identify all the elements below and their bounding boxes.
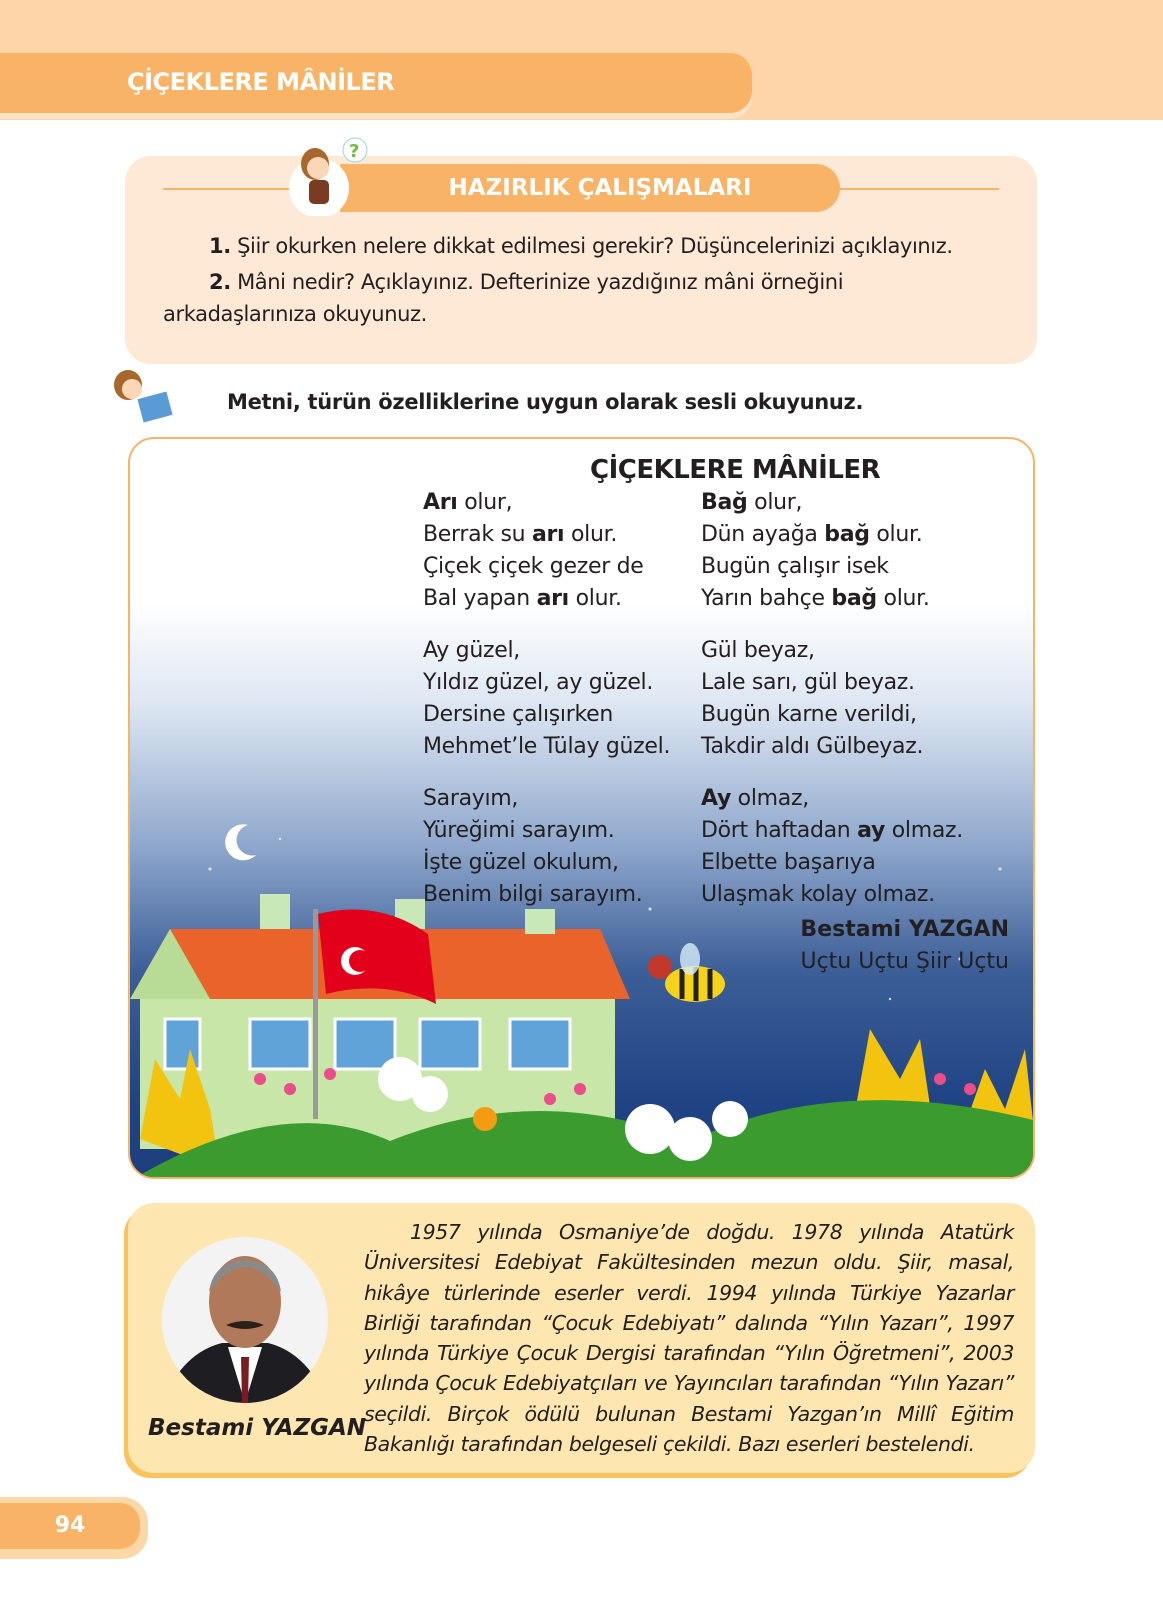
poem-line: Yıldız güzel, ay güzel.: [423, 670, 654, 695]
author-bio-box: [128, 1203, 1035, 1473]
poem-box: [128, 437, 1035, 1179]
stanza: [701, 635, 963, 763]
poem-title: ÇİÇEKLERE MÂNİLER: [590, 455, 881, 485]
bee-icon: [648, 943, 725, 1002]
reading-girl-icon: [100, 365, 182, 435]
stanza: [701, 783, 963, 911]
poem-line: Bal yapan arı olur.: [423, 586, 622, 611]
preparation-item-2: 2. Mâni nedir? Açıklayınız. Defterinize yazdığınız mâni örneğini arkadaşlarınıza okuyunuz.: [163, 270, 844, 326]
poem-line: Sarayım,: [423, 786, 519, 811]
preparation-title: HAZIRLIK ÇALIŞMALARI: [340, 164, 840, 212]
stanza: [701, 487, 963, 615]
page-number: 94: [0, 1503, 140, 1549]
thinking-girl-icon: [285, 136, 375, 216]
poem-line: Ulaşmak kolay olmaz.: [701, 882, 935, 907]
stanza: [423, 783, 670, 911]
reading-instruction: Metni, türün özelliklerine uygun olarak sesli okuyunuz.: [227, 390, 864, 414]
poem-author: Bestami YAZGAN: [800, 917, 1009, 942]
poem-line: Yüreğimi sarayım.: [423, 818, 615, 843]
moon-icon: [225, 824, 256, 860]
poem-line: Dersine çalışırken: [423, 702, 614, 727]
poem-line: Gül beyaz,: [701, 638, 815, 663]
preparation-box: [125, 141, 1037, 364]
poem-line: Takdir aldı Gülbeyaz.: [701, 734, 924, 759]
poem-line: Dün ayağa bağ olur.: [701, 522, 923, 547]
poem-line: Bugün çalışır isek: [701, 554, 889, 579]
stanza: [423, 487, 670, 615]
poem-line: Arı olur,: [423, 490, 513, 515]
poem-line: Mehmet’le Tülay güzel.: [423, 734, 671, 759]
author-biography: 1957 yılında Osmaniye’de doğdu. 1978 yılında Atatürk Üniversitesi Edebiyat Fakültesinden mezun oldu. Şiir, masal, hikâye türlerinde eserler verdi. 1994 yılında Türkiye Yazarlar Birliği tarafından “Çocuk Edebiyatı” dalında “Yılın Yazarı”, 1997 yılında Türkiye Çocuk Dergisi tarafından “Yılın Öğretmeni”, 2003 yılında Çocuk Edebiyatçıları ve Yayıncıları tarafından “Yılın Yazarı” seçildi. Birçok ödülü bulunan Bestami Yazgan’ın Millî Eğitim Bakanlığı tarafından belgeseli çekildi. Bazı eserleri bestelendi.: [364, 1220, 1014, 1457]
poem-line: Bugün karne verildi,: [701, 702, 917, 727]
poem-attribution: [800, 914, 1009, 978]
poem-line: Yarın bahçe bağ olur.: [701, 586, 930, 611]
author-photo: [162, 1237, 328, 1403]
poem-line: Berrak su arı olur.: [423, 522, 618, 547]
chapter-header: [0, 53, 752, 113]
chapter-title: ÇİÇEKLERE MÂNİLER: [127, 68, 395, 96]
poem-line: Bağ olur,: [701, 490, 803, 515]
preparation-item-1: 1. Şiir okurken nelere dikkat edilmesi gerekir? Düşüncelerinizi açıklayınız.: [209, 234, 953, 258]
poem-line: Benim bilgi sarayım.: [423, 882, 643, 907]
poem-line: Çiçek çiçek gezer de: [423, 554, 644, 579]
poem-line: Lale sarı, gül beyaz.: [701, 670, 915, 695]
poem-column-left: [423, 487, 670, 931]
page-number-tab: [0, 1497, 148, 1559]
poem-source: Uçtu Uçtu Şiir Uçtu: [800, 949, 1009, 974]
stanza: [423, 635, 670, 763]
poem-line: Elbette başarıya: [701, 850, 876, 875]
poem-line: Ay olmaz,: [701, 786, 809, 811]
author-name: Bestami YAZGAN: [148, 1415, 367, 1441]
poem-line: Ay güzel,: [423, 638, 520, 663]
poem-column-right: [701, 487, 963, 931]
svg-text:?: ?: [349, 141, 360, 162]
poem-line: Dört haftadan ay olmaz.: [701, 818, 963, 843]
poem-line: İşte güzel okulum,: [423, 850, 619, 875]
